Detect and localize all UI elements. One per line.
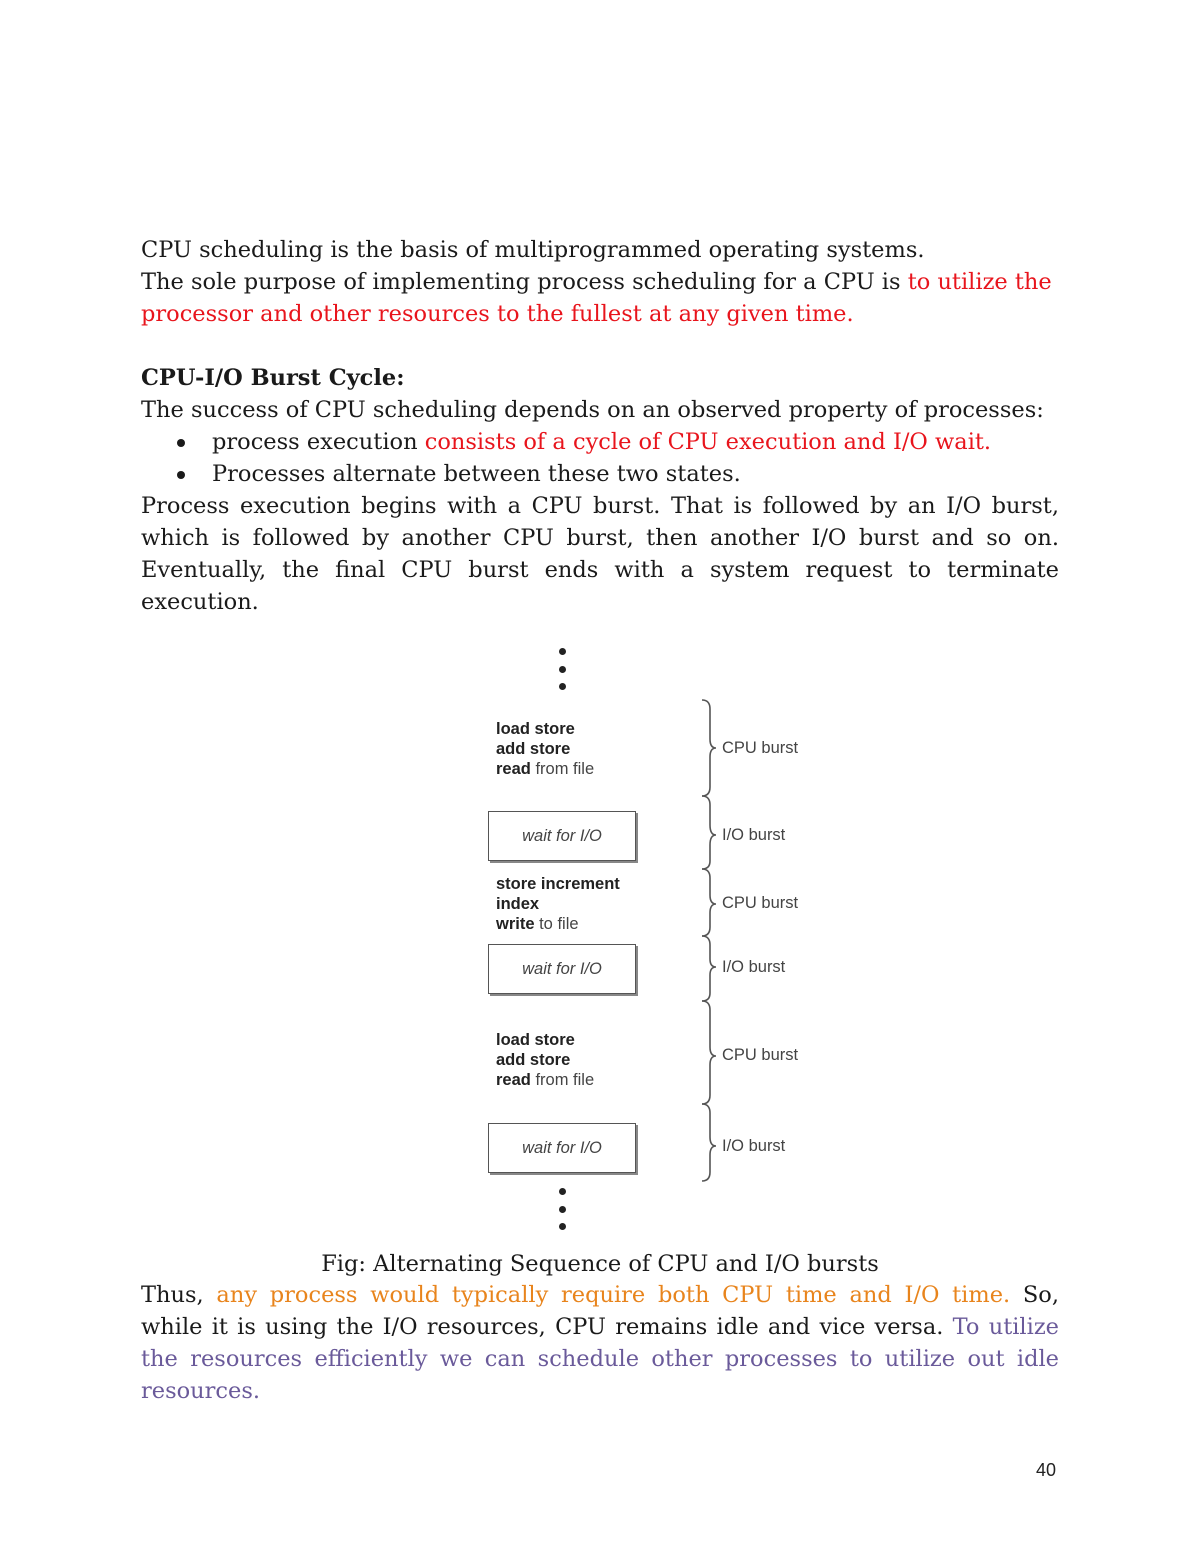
brace-icon [698,695,722,1185]
instruction-block-1 [496,719,594,779]
intro-line-3-highlight: processor and other resources to the fullest at any given time. [141,301,854,327]
closing-line-3: the resources efficiently we can schedule other processes to utilize out idle [141,1346,1059,1372]
page-number: 40 [1036,1460,1057,1480]
instruction-line: add store [496,1051,571,1069]
para-line-1: Process execution begins with a CPU burst. That is followed by an I/O burst, [141,493,1059,519]
closing-highlight-orange: any process would typically require both CPU time and I/O time. [216,1282,1011,1308]
closing-line-2: while it is using the I/O resources, CPU remains idle and vice versa. To utilize [141,1314,1059,1340]
section-lead: The success of CPU scheduling depends on an observed property of processes: [141,397,1044,423]
instruction-line: read from file [496,760,595,778]
para-line-4: execution. [141,589,259,615]
bullet-2-text: Processes alternate between these two states. [212,461,741,487]
ellipsis-dot-icon [559,683,566,690]
wait-io-box-2: wait for I/O [488,944,636,994]
wait-io-box-3: wait for I/O [488,1123,636,1173]
instruction-line: store increment [496,875,620,893]
instruction-line: read from file [496,1071,595,1089]
figure-caption: Fig: Alternating Sequence of CPU and I/O bursts [321,1251,879,1277]
instruction-line: add store [496,740,571,758]
intro-paragraph [141,234,1059,330]
ellipsis-dot-icon [559,1223,566,1230]
closing-paragraph [141,1279,1059,1407]
ellipsis-dot-icon [559,1206,566,1213]
bullet-1-text: process execution [212,429,425,455]
intro-line-2 [141,266,1059,298]
io-burst-label-3: I/O burst [722,1137,786,1155]
intro-line-1: CPU scheduling is the basis of multiprogrammed operating systems. [141,237,925,263]
wait-io-box-1: wait for I/O [488,811,636,861]
bullet-icon [177,471,185,479]
closing-line-1: Thus, any process would typically require both CPU time and I/O time. So, [141,1282,1060,1308]
io-burst-label-2: I/O burst [722,958,786,976]
io-burst-label-1: I/O burst [722,826,786,844]
cpu-burst-label-2: CPU burst [722,894,799,912]
closing-line-4: resources. [141,1378,261,1404]
burst-cycle-section [141,362,1059,618]
bullet-item-1 [141,426,1059,458]
intro-line-2-highlight: to utilize the [907,269,1052,295]
section-heading: CPU-I/O Burst Cycle: [141,365,405,391]
cpu-burst-label-1: CPU burst [722,739,799,757]
burst-cycle-figure [470,640,830,1240]
instruction-line: index [496,895,540,913]
instruction-line: load store [496,1031,575,1049]
closing-highlight-purple: To utilize [952,1314,1059,1340]
instruction-line: load store [496,720,575,738]
instruction-block-2 [496,874,620,934]
ellipsis-dot-icon [559,648,566,655]
instruction-block-3 [496,1030,594,1090]
cpu-burst-label-3: CPU burst [722,1046,799,1064]
instruction-line: write to file [496,915,579,933]
para-line-3: Eventually, the final CPU burst ends with a system request to terminate [141,557,1059,583]
bullet-item-2 [141,458,1059,490]
para-line-2: which is followed by another CPU burst, then another I/O burst and so on. [141,525,1059,551]
intro-line-2-text: The sole purpose of implementing process scheduling for a CPU is [141,269,908,295]
bullet-icon [177,439,185,447]
bullet-1-highlight: consists of a cycle of CPU execution and I/O wait. [424,429,992,455]
ellipsis-dot-icon [559,666,566,673]
ellipsis-dot-icon [559,1188,566,1195]
